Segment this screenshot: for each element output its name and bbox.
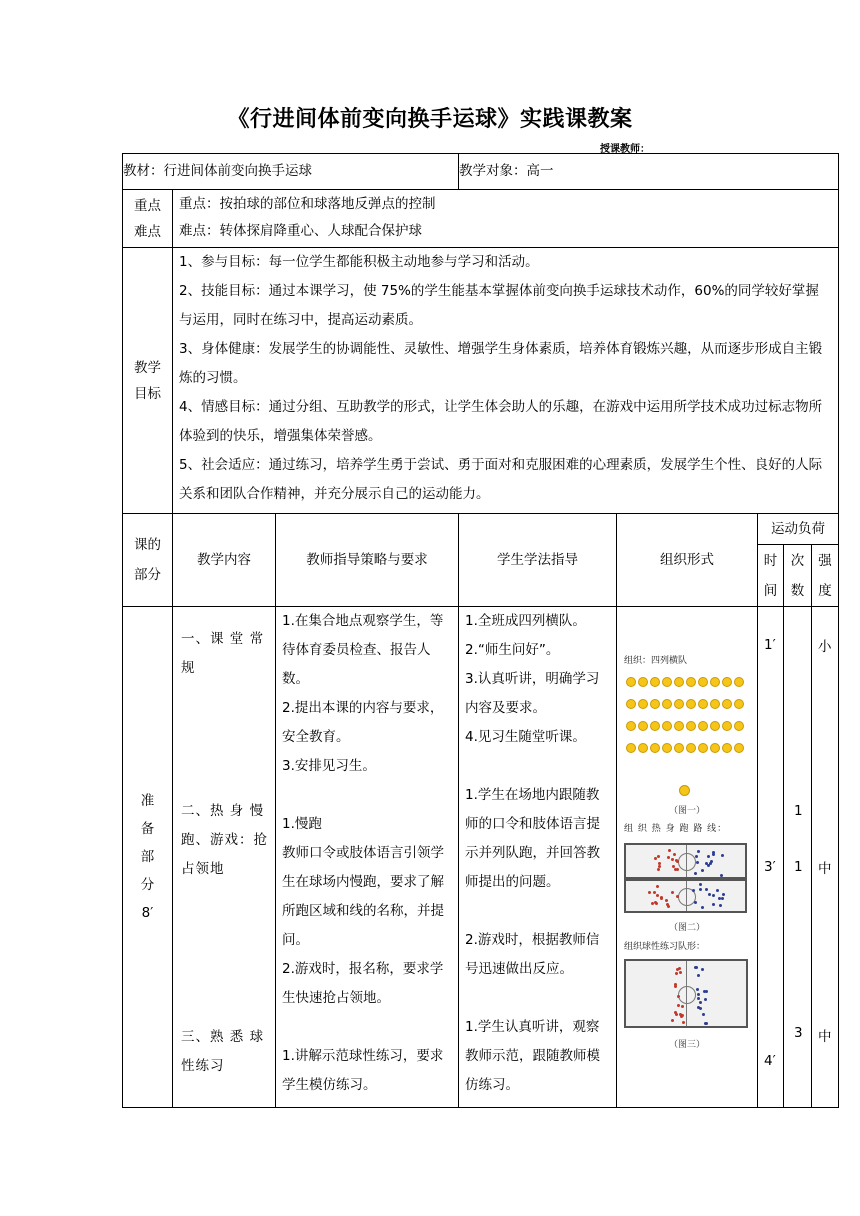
- student-text-5: 1.学生在场地内跟随教师的口令和肢体语言提示并列队跑，并回答教师提出的问题。: [465, 787, 601, 890]
- smiley-face-icon: [650, 677, 660, 687]
- count-1: 1: [794, 803, 803, 819]
- difficult-point: 难点：转体探肩降重心、人球配合保护球: [179, 223, 422, 239]
- difficult-label: 难点: [134, 223, 161, 240]
- header-org: 组织形式: [617, 514, 758, 607]
- smiley-face-icon: [686, 743, 696, 753]
- time-1: 1′: [764, 637, 776, 653]
- goal-2: 2、技能目标：通过本课学习，使 75%的学生能基本掌握体前变向换手运球技术动作，60%的同学较好掌握与运用，同时在练习中，提高运动素质。: [179, 283, 819, 328]
- goal-1: 1、参与目标：每一位学生都能积极主动地参与学习和活动。: [179, 254, 539, 270]
- smiley-face-icon: [674, 699, 684, 709]
- formation-row: [625, 721, 745, 743]
- player-dot: [704, 1022, 707, 1025]
- smiley-face-icon: [662, 699, 672, 709]
- target-text: 教学对象：高一: [459, 163, 554, 179]
- key-label-cell: [123, 190, 173, 248]
- header-load: 运动负荷: [758, 514, 839, 545]
- goals-label-2: 目标: [134, 385, 161, 402]
- player-dot: [699, 888, 702, 891]
- teacher-text-6: 2.游戏时，报名称，要求学生快速抢占领地。: [282, 961, 444, 1006]
- smiley-face-icon: [674, 677, 684, 687]
- student-text-1: 1.全班成四列横队。: [465, 613, 586, 629]
- prep-label-1: 准: [140, 793, 155, 809]
- player-dot: [656, 894, 659, 897]
- header-count-2: 数: [790, 582, 805, 599]
- basketball-court-icon: [624, 879, 747, 913]
- basketball-court-icon: [624, 959, 748, 1028]
- content-3: 三、熟 悉 球性练习: [181, 1029, 265, 1074]
- player-dot: [657, 868, 660, 871]
- formation-row: [625, 743, 745, 765]
- smiley-face-icon: [662, 743, 672, 753]
- goal-3: 3、身体健康：发展学生的协调能性、灵敏性、增强学生身体素质，培养体育锻炼兴趣，从而逐步形成自主锻炼的习惯。: [179, 341, 823, 386]
- smiley-face-icon: [686, 677, 696, 687]
- figure-1-caption: （图一）: [669, 806, 706, 816]
- player-dot: [697, 974, 700, 977]
- student-text-3: 3.认真听讲，明确学习内容及要求。: [465, 671, 600, 716]
- key-label: 重点: [134, 197, 161, 214]
- student-text-4: 4.见习生随堂听课。: [465, 729, 586, 745]
- intensity-3: 中: [818, 1029, 832, 1045]
- smiley-face-icon: [626, 699, 636, 709]
- header-time: [758, 545, 784, 607]
- content-2: 二、热 身 慢跑、游戏：抢占领地: [181, 803, 268, 877]
- intensity-cell: [812, 607, 839, 1108]
- smiley-face-icon: [662, 721, 672, 731]
- goals-cell: [173, 248, 839, 514]
- header-teacher: 教师指导策略与要求: [276, 514, 459, 607]
- material-cell: [123, 154, 459, 190]
- time-3: 4′: [764, 1053, 776, 1069]
- teacher-text-4: 1.慢跑: [282, 816, 322, 832]
- header-intensity: [812, 545, 839, 607]
- player-dot: [657, 855, 660, 858]
- smiley-face-icon: [710, 721, 720, 731]
- org-text-3: 组织球性练习队形：: [624, 942, 706, 952]
- prep-label-5: 8′: [141, 905, 154, 921]
- count-cell: [784, 607, 812, 1108]
- smiley-face-icon: [734, 699, 744, 709]
- goal-4: 4、情感目标：通过分组、互助教学的形式，让学生体会助人的乐趣，在游戏中运用所学技术成功过标志物所体验到的快乐，增强集体荣誉感。: [179, 399, 823, 444]
- player-dot: [653, 891, 656, 894]
- time-cell: [758, 607, 784, 1108]
- smiley-face-icon: [710, 743, 720, 753]
- smiley-face-icon: [638, 721, 648, 731]
- teacher-text-7: 1.讲解示范球性练习，要求学生模仿练习。: [282, 1048, 444, 1093]
- count-2: 1: [794, 859, 803, 875]
- smiley-face-icon: [626, 677, 636, 687]
- player-dot: [712, 903, 715, 906]
- org-text-1: 组织：四列横队: [624, 656, 688, 666]
- smiley-face-icon: [650, 699, 660, 709]
- player-dot: [709, 862, 712, 865]
- smiley-face-icon: [734, 677, 744, 687]
- teacher-text-1: 1.在集合地点观察学生，等待体育委员检查、报告人数。: [282, 613, 444, 687]
- player-dot: [651, 902, 654, 905]
- smiley-face-icon: [650, 721, 660, 731]
- smiley-face-icon: [698, 721, 708, 731]
- player-dot: [701, 968, 704, 971]
- player-dot: [648, 891, 651, 894]
- material-text: 教材：行进间体前变向换手运球: [123, 163, 312, 179]
- teacher-text-2: 2.提出本课的内容与要求，安全教育。: [282, 700, 444, 745]
- content-cell: [173, 607, 276, 1108]
- content-1: 一、课 堂 常规: [181, 631, 265, 676]
- smiley-face-icon: [734, 721, 744, 731]
- smiley-face-icon: [686, 699, 696, 709]
- teacher-text-5: 教师口令或肢体语言引领学生在球场内慢跑，要求了解所跑区域和线的名称，并提问。: [282, 845, 444, 948]
- header-content: 教学内容: [173, 514, 276, 607]
- smiley-face-icon: [722, 699, 732, 709]
- header-intensity-2: 度: [818, 582, 832, 599]
- player-dot: [665, 899, 668, 902]
- smiley-face-icon: [626, 721, 636, 731]
- header-count-1: 次: [790, 552, 805, 569]
- smiley-face-icon: [710, 699, 720, 709]
- smiley-face-icon: [698, 743, 708, 753]
- smiley-face-icon: [698, 677, 708, 687]
- header-count: [784, 545, 812, 607]
- smiley-face-icon: [722, 721, 732, 731]
- player-dot: [704, 998, 707, 1001]
- teacher-smiley-icon: [679, 785, 690, 796]
- teacher-text-3: 3.安排见习生。: [282, 758, 376, 774]
- intensity-2: 中: [818, 861, 832, 877]
- goals-label-1: 教学: [134, 359, 161, 376]
- player-dot: [667, 856, 670, 859]
- prep-label-2: 备: [140, 821, 155, 837]
- goals-label-cell: [123, 248, 173, 514]
- player-dot: [705, 990, 708, 993]
- key-point: 重点：按拍球的部位和球落地反弹点的控制: [179, 196, 436, 212]
- player-dot: [692, 889, 695, 892]
- smiley-face-icon: [734, 743, 744, 753]
- smiley-face-icon: [638, 699, 648, 709]
- header-time-1: 时: [763, 552, 778, 569]
- smiley-face-icon: [674, 721, 684, 731]
- player-dot: [721, 854, 724, 857]
- header-intensity-1: 强: [818, 552, 832, 569]
- header-part-1: 课的: [134, 537, 161, 553]
- figure-3-caption: （图三）: [669, 1040, 706, 1050]
- player-dot: [675, 1013, 678, 1016]
- formation-row: [625, 677, 745, 699]
- lesson-plan-table: [122, 153, 839, 1108]
- smiley-face-icon: [662, 677, 672, 687]
- figure-2-caption: （图二）: [669, 923, 706, 933]
- smiley-face-icon: [710, 677, 720, 687]
- formation-row: [625, 699, 745, 721]
- target-cell: [459, 154, 839, 190]
- player-dot: [666, 903, 669, 906]
- smiley-face-icon: [722, 743, 732, 753]
- prep-label-4: 分: [140, 877, 155, 893]
- org-cell: [617, 607, 758, 1108]
- intensity-1: 小: [818, 639, 832, 655]
- player-dot: [701, 906, 704, 909]
- header-time-2: 间: [763, 582, 778, 599]
- count-3: 3: [794, 1025, 803, 1041]
- page-title: 《行进间体前变向换手运球》实践课教案: [227, 107, 633, 132]
- smiley-face-icon: [650, 743, 660, 753]
- prep-label-3: 部: [140, 849, 155, 865]
- smiley-face-icon: [638, 743, 648, 753]
- smiley-face-icon: [626, 743, 636, 753]
- org-text-2: 组 织 热 身 跑 路 线：: [624, 824, 728, 834]
- prep-label-cell: [123, 607, 173, 1108]
- key-points-cell: [173, 190, 839, 248]
- student-formation: [625, 677, 745, 765]
- basketball-court-icon: [624, 843, 747, 879]
- student-cell: [459, 607, 617, 1108]
- player-dot: [681, 1005, 684, 1008]
- header-part-2: 部分: [134, 567, 161, 583]
- smiley-face-icon: [686, 721, 696, 731]
- header-student: 学生学法指导: [459, 514, 617, 607]
- teacher-cell: [276, 607, 459, 1108]
- header-part: [123, 514, 173, 607]
- player-dot: [674, 868, 677, 871]
- smiley-face-icon: [638, 677, 648, 687]
- player-dot: [658, 862, 661, 865]
- player-dot: [712, 894, 715, 897]
- student-text-6: 2.游戏时，根据教师信号迅速做出反应。: [465, 932, 600, 977]
- goal-5: 5、社会适应：通过练习，培养学生勇于尝试、勇于面对和克服困难的心理素质，发展学生个性、良好的人际关系和团队合作精神，并充分展示自己的运动能力。: [179, 457, 823, 502]
- player-dot: [701, 869, 704, 872]
- teacher-label: 授课教师：: [600, 144, 650, 155]
- player-dot: [674, 983, 677, 986]
- player-dot: [696, 861, 699, 864]
- student-text-2: 2.“师生问好”。: [465, 642, 560, 658]
- smiley-face-icon: [698, 699, 708, 709]
- time-2: 3′: [764, 859, 776, 875]
- smiley-face-icon: [674, 743, 684, 753]
- smiley-face-icon: [722, 677, 732, 687]
- player-dot: [677, 1004, 680, 1007]
- player-dot: [697, 997, 700, 1000]
- student-text-7: 1.学生认真听讲，观察教师示范，跟随教师模仿练习。: [465, 1019, 601, 1093]
